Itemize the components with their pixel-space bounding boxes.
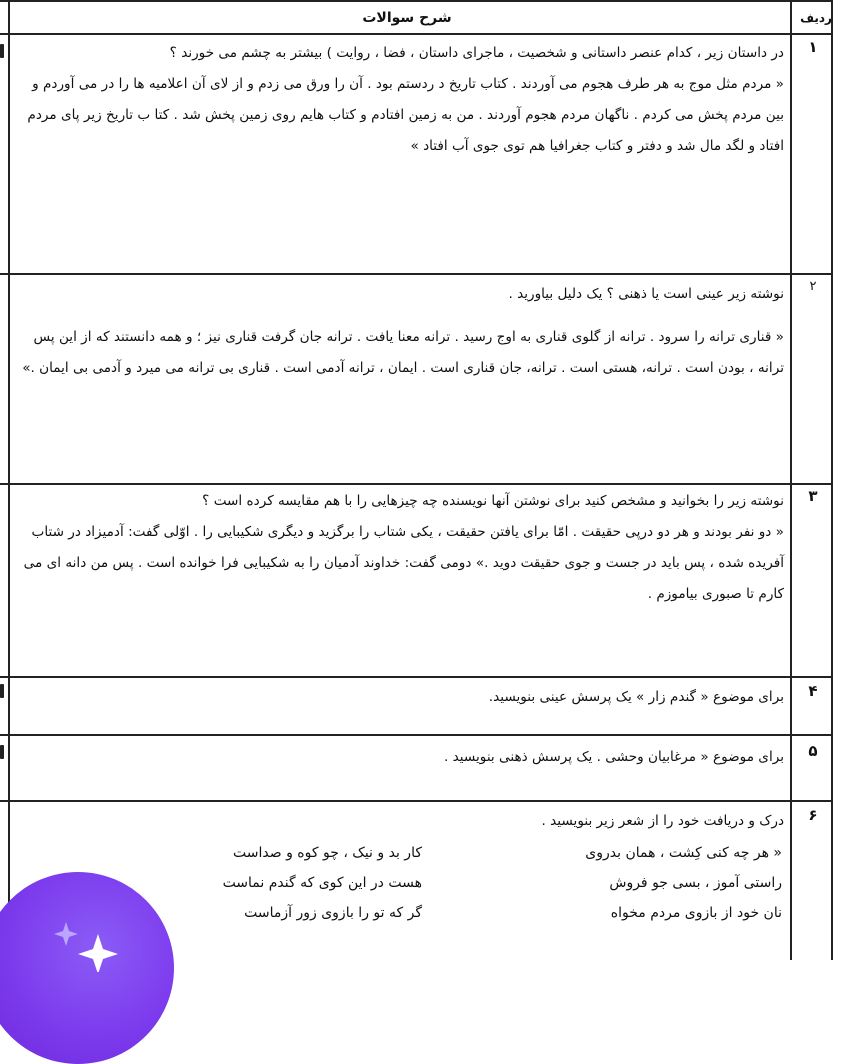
- question-4: [20, 682, 784, 713]
- question-2: [20, 279, 784, 384]
- table-border-top: [0, 0, 832, 2]
- question-prompt: درک و دریافت خود را از شعر زیر بنویسید .: [541, 813, 784, 829]
- poem-left-hemistichs: [223, 838, 422, 928]
- question-passage: « دو نفر بودند و هر دو درپی حقیقت . امّا برای یافتن حقیقت ، یکی شتاب را برگزید و دیگری شکیبایی را . اوّلی گفت: آدمیزاد در شتاب آفریده شده ، پس باید در جست و جوی حقیقت دوید .» دومی گفت: خداوند آدمیان را به شکیبایی فرا خوانده است . پس من دانه ای می کارم تا صبوری بیاموزم .: [23, 524, 784, 602]
- question-3: [20, 486, 784, 610]
- question-prompt: برای موضوع « مرغابیان وحشی . یک پرسش ذهنی بنویسید .: [444, 749, 784, 765]
- question-prompt: نوشته زیر را بخوانید و مشخص کنید برای نوشتن آنها نویسنده چه چیزهایی را با هم مقایسه کرده است ؟: [202, 493, 784, 509]
- column-header-description: شرح سوالات: [362, 10, 452, 26]
- row-divider: [0, 483, 832, 485]
- row-divider: [0, 800, 832, 802]
- edge-mark: [0, 745, 4, 759]
- edge-mark: [0, 44, 4, 58]
- poem-line: راستی آموز ، بسی جو فروش: [609, 875, 782, 891]
- poem-line: گر که تو را بازوی زور آزماست: [244, 905, 422, 921]
- question-passage: « مردم مثل موج به هر طرف هجوم می آوردند . کتاب تاریخ د ردستم بود . آن را ورق می زدم و از لای آن اعلامیه ها را در می آوردم و بین مردم پخش می کردم . ناگهان مردم هجوم آوردند . من به زمین افتادم و کتاب هایم روی زمین پخش شد . کتا ب تاریخ زیر پای مردم افتاد و لگد مال شد و دفتر و کتاب جغرافیا هم توی جوی آب افتاد »: [27, 76, 784, 154]
- question-number: ۶: [808, 806, 818, 824]
- question-prompt: برای موضوع « گندم زار » یک پرسش عینی بنویسید.: [488, 689, 784, 705]
- table-border-right: [831, 0, 833, 960]
- question-prompt: در داستان زیر ، کدام عنصر داستانی و شخصیت ، ماجرای داستان ، فضا ، روایت ) بیشتر به چشم می خورند ؟: [169, 45, 784, 61]
- question-number: ۲: [809, 279, 817, 294]
- question-number: ۵: [808, 742, 818, 760]
- sparkle-icon: [52, 912, 122, 972]
- question-passage: « قناری ترانه را سرود . ترانه از گلوی قناری به اوج رسید . ترانه معنا یافت . ترانه جان گرفت قناری نیز ؛ و همه دانستند که از این پس ترانه ، بودن است . ترانه، هستی است . ترانه، جان قناری است . ایمان ، ترانه آدمی است . قناری بی ترانه می میرد و آدمی بی ایمان .»: [22, 329, 784, 376]
- column-header-number: ردیف: [800, 11, 832, 25]
- row-divider: [0, 273, 832, 275]
- question-prompt: نوشته زیر عینی است یا ذهنی ؟ یک دلیل بیاورید .: [508, 286, 784, 302]
- header-divider: [0, 33, 832, 35]
- row-divider: [0, 734, 832, 736]
- poem-line: هست در این کوی که گندم نماست: [222, 875, 422, 891]
- question-number: ۳: [808, 487, 818, 505]
- poem-line: نان خود از بازوی مردم مخواه: [610, 905, 782, 921]
- poem-right-hemistichs: [585, 838, 782, 928]
- question-number: ۴: [808, 682, 818, 700]
- edge-mark: [0, 684, 4, 698]
- question-5: [20, 742, 784, 773]
- question-number: ۱: [808, 38, 818, 56]
- row-divider: [0, 676, 832, 678]
- table-border-left: [8, 0, 10, 960]
- question-1: [20, 38, 784, 162]
- poem-line: « هر چه کنی کِشت ، همان بدروی: [585, 845, 782, 861]
- assistant-fab-button[interactable]: [0, 872, 174, 1064]
- question-6: [20, 806, 784, 837]
- poem-line: کار بد و نیک ، چو کوه و صداست: [233, 845, 422, 861]
- column-divider: [790, 0, 792, 960]
